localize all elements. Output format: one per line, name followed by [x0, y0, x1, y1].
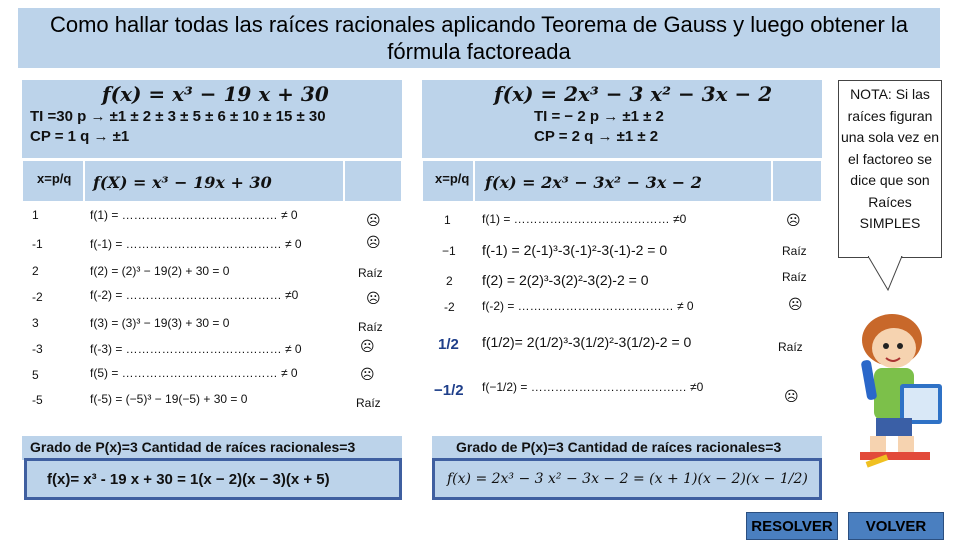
left-row-eval-7: f(5) = ………………………………… ≠ 0: [90, 366, 298, 380]
right-row-result-3: Raíz: [782, 270, 807, 284]
left-row-result-1: ☹: [366, 212, 381, 228]
right-row-eval-1: f(1) = ………………………………… ≠0: [482, 212, 687, 226]
right-row-eval-2: f(-1) = 2(-1)³-3(-1)²-3(-1)-2 = 0: [482, 242, 668, 258]
right-row-x-1: 1: [444, 213, 451, 227]
left-row-result-5: Raíz: [358, 320, 383, 334]
left-row-x-7: 5: [32, 368, 39, 382]
left-row-x-6: -3: [32, 342, 43, 356]
resolver-button[interactable]: RESOLVER: [746, 512, 838, 540]
right-cp: CP = 2 q → ±1 ± 2: [534, 128, 659, 145]
right-row-result-5: Raíz: [778, 340, 803, 354]
left-grado-panel: [22, 436, 402, 460]
left-factored-box: [24, 458, 402, 500]
right-row-result-4: ☹: [788, 296, 803, 312]
right-header-fx: f(x) = 2x³ − 3x² − 3x − 2: [474, 160, 772, 202]
left-row-result-6: ☹: [360, 338, 375, 354]
left-row-eval-3: f(2) = (2)³ − 19(2) + 30 = 0: [90, 264, 230, 278]
left-table: [22, 160, 402, 416]
left-cp: CP = 1 q → ±1: [30, 128, 130, 145]
left-row-eval-8: f(-5) = (−5)³ − 19(−5) + 30 = 0: [90, 392, 248, 406]
left-row-eval-4: f(-2) = ………………………………… ≠0: [90, 288, 299, 302]
right-row-eval-4: f(-2) = ………………………………… ≠ 0: [482, 299, 694, 313]
right-polynomial-panel: [422, 80, 822, 158]
right-fx: f(x) = 2x³ − 3 x² − 3x − 2: [494, 82, 773, 106]
right-header-x: x=p/q: [422, 160, 474, 202]
left-row-eval-1: f(1) = ………………………………… ≠ 0: [90, 208, 298, 222]
right-factored: f(x) = 2x³ − 3 x² − 3x − 2 = (x + 1)(x − 2)(x − 1/2): [447, 471, 808, 487]
right-table: [422, 160, 822, 416]
left-fx: f(x) = x³ − 19 x + 30: [102, 82, 329, 106]
right-row-eval-5: f(1/2)= 2(1/2)³-3(1/2)²-3(1/2)-2 = 0: [482, 334, 692, 350]
left-ti: TI =30 p → ±1 ± 2 ± 3 ± 5 ± 6 ± 10 ± 15 ± 30: [30, 108, 326, 125]
left-polynomial-panel: [22, 80, 402, 158]
left-row-x-8: -5: [32, 393, 43, 407]
right-row-x-2: −1: [442, 244, 456, 258]
right-row-eval-3: f(2) = 2(2)³-3(2)²-3(2)-2 = 0: [482, 272, 649, 288]
right-grado: Grado de P(x)=3 Cantidad de raíces racionales=3: [456, 439, 782, 455]
left-row-x-2: -1: [32, 237, 43, 251]
right-row-eval-6: f(−1/2) = ………………………………… ≠0: [482, 380, 704, 394]
right-grado-panel: [432, 436, 822, 460]
left-header-result: [344, 160, 402, 202]
right-row-result-6: ☹: [784, 388, 799, 404]
left-row-x-5: 3: [32, 316, 39, 330]
note-text: NOTA: Si las raíces figuran una sola vez en el factoreo se dice que son Raíces SIMPLES: [840, 86, 940, 231]
page-title: Como hallar todas las raíces racionales aplicando Teorema de Gauss y luego obtener la fórmula factoreada: [18, 8, 940, 68]
right-row-x-4: -2: [444, 300, 455, 314]
right-row-result-2: Raíz: [782, 244, 807, 258]
right-factored-box: [432, 458, 822, 500]
right-row-result-1: ☹: [786, 212, 801, 228]
volver-button[interactable]: VOLVER: [848, 512, 944, 540]
left-row-eval-5: f(3) = (3)³ − 19(3) + 30 = 0: [90, 316, 230, 330]
student-illustration-icon: [840, 300, 950, 475]
left-factored: f(x)= x³ - 19 x + 30 = 1(x − 2)(x − 3)(x + 5): [47, 471, 330, 488]
left-row-x-3: 2: [32, 264, 39, 278]
left-header-x: x=p/q: [22, 160, 84, 202]
left-row-result-8: Raíz: [356, 396, 381, 410]
right-row-x-5: 1/2: [438, 336, 459, 353]
right-row-x-3: 2: [446, 274, 453, 288]
left-header-fx: f(X) = x³ − 19x + 30: [84, 160, 344, 202]
left-row-eval-2: f(-1) = ………………………………… ≠ 0: [90, 237, 302, 251]
right-ti: TI = − 2 p → ±1 ± 2: [534, 108, 664, 125]
left-row-result-3: Raíz: [358, 266, 383, 280]
right-header-result: [772, 160, 822, 202]
left-row-result-7: ☹: [360, 366, 375, 382]
left-row-result-4: ☹: [366, 290, 381, 306]
left-grado: Grado de P(x)=3 Cantidad de raíces racionales=3: [30, 439, 356, 455]
right-row-x-6: −1/2: [434, 382, 464, 399]
left-row-eval-6: f(-3) = ………………………………… ≠ 0: [90, 342, 302, 356]
left-row-x-4: -2: [32, 290, 43, 304]
left-row-result-2: ☹: [366, 234, 381, 250]
left-row-x-1: 1: [32, 208, 39, 222]
